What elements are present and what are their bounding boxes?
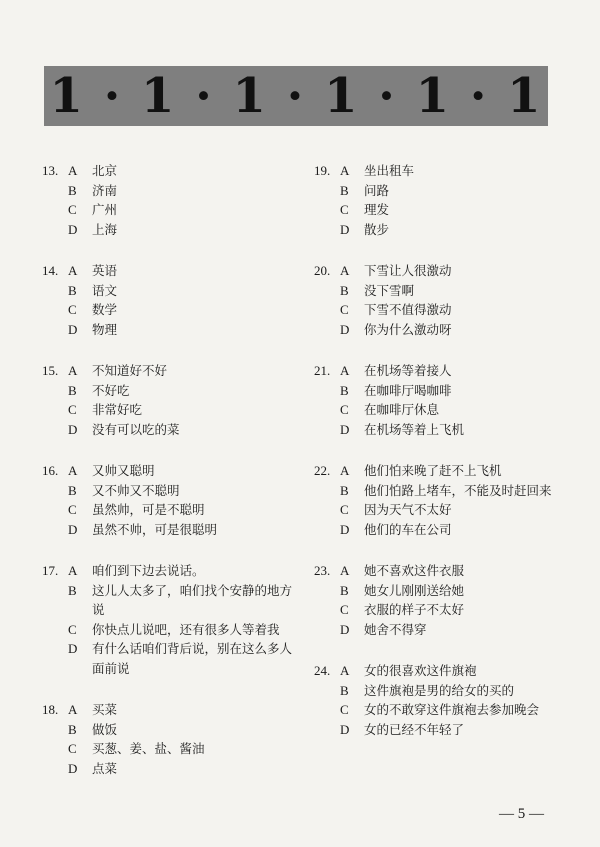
option-text: 没下雪啊 [364,282,415,298]
option-text: 北京 [92,163,118,178]
option-text: 下雪让人很激动 [364,263,452,278]
option-letter: D [340,721,350,737]
option-letter: D [68,641,78,656]
option-text: 散步 [364,221,390,237]
question-number: 17. [42,563,59,578]
option-letter: A [340,163,350,178]
question-21 [314,361,569,439]
option-row [42,759,297,779]
option-row [42,500,297,520]
option-letter: D [340,621,350,637]
option-row [42,320,297,340]
option-text: 在咖啡厅休息 [364,402,440,417]
option-text: 点菜 [92,760,118,776]
option-row [314,600,569,620]
option-text: 又不帅又不聪明 [92,482,180,498]
option-text: 她舍不得穿 [364,621,427,637]
option-text: 不好吃 [92,382,130,398]
question-19 [314,161,569,239]
option-text: 你为什么激动呀 [364,321,452,337]
option-row [42,520,297,540]
option-row [314,281,569,301]
option-text: 没有可以吃的菜 [92,421,180,437]
option-letter: A [68,363,78,378]
option-text: 数学 [92,302,118,317]
question-13 [42,161,297,239]
question-number: 13. [42,163,59,178]
question-number: 21. [314,363,331,378]
option-letter: D [340,321,350,337]
option-row [314,481,569,501]
option-row [42,581,297,620]
option-letter: C [340,602,349,617]
option-text: 英语 [92,263,118,278]
option-row [42,381,297,401]
option-row [314,381,569,401]
right-column [314,161,569,761]
question-number: 19. [314,163,331,178]
option-letter: B [340,282,349,298]
option-row [42,620,297,640]
option-letter: C [340,202,349,217]
option-row [314,220,569,240]
option-letter: A [68,263,78,278]
option-row [314,681,569,701]
option-letter: D [68,221,78,237]
option-letter: A [340,663,350,678]
question-number: 20. [314,263,331,278]
option-letter: D [340,421,350,437]
option-text: 虽然不帅，可是很聪明 [92,521,218,537]
option-text: 女的很喜欢这件旗袍 [364,663,477,678]
option-letter: A [340,563,350,578]
option-row [314,461,569,481]
option-letter: C [68,202,77,217]
option-letter: C [68,402,77,417]
option-row [314,161,569,181]
option-row [42,300,297,320]
option-letter: A [68,163,78,178]
option-text: 济南 [92,182,118,198]
option-letter: A [68,702,78,717]
question-20 [314,261,569,339]
option-row [42,420,297,440]
option-row [314,420,569,440]
option-letter: C [68,302,77,317]
option-text: 这儿人太多了，咱们找个安静的地方说 [92,582,293,617]
option-text: 非常好吃 [92,402,143,417]
option-row [42,400,297,420]
option-letter: B [68,582,77,598]
option-row [42,281,297,301]
question-15 [42,361,297,439]
option-letter: B [68,182,77,198]
option-letter: B [340,382,349,398]
option-text: 又帅又聪明 [92,463,155,478]
option-row [42,200,297,220]
option-text: 他们怕来晚了赶不上飞机 [364,463,502,478]
option-row [314,200,569,220]
option-letter: B [340,582,349,598]
option-row [42,720,297,740]
option-text: 女的不敢穿这件旗袍去参加晚会 [364,702,540,717]
option-letter: C [340,402,349,417]
option-row [42,161,297,181]
option-letter: B [340,682,349,698]
question-16 [42,461,297,539]
question-18 [42,700,297,778]
option-row [314,261,569,281]
question-23 [314,561,569,639]
option-letter: A [340,463,350,478]
option-text: 不知道好不好 [92,363,168,378]
question-number: 18. [42,702,59,717]
option-row [314,361,569,381]
option-text: 她女儿刚刚送给她 [364,582,465,598]
option-row [42,639,297,678]
option-text: 买葱、姜、盐、酱油 [92,741,205,756]
option-text: 女的已经不年轻了 [364,721,465,737]
option-text: 理发 [364,202,390,217]
option-letter: B [68,721,77,737]
option-row [42,561,297,581]
option-row [42,739,297,759]
option-text: 衣服的样子不太好 [364,602,465,617]
question-number: 15. [42,363,59,378]
option-letter: C [68,502,77,517]
option-text: 她不喜欢这件衣服 [364,563,465,578]
option-text: 这件旗袍是男的给女的买的 [364,682,515,698]
question-number: 14. [42,263,59,278]
option-row [314,561,569,581]
option-letter: A [340,263,350,278]
option-row [314,500,569,520]
option-row [314,520,569,540]
option-text: 你快点儿说吧，还有很多人等着我 [92,621,280,637]
question-number: 23. [314,563,331,578]
question-number: 16. [42,463,59,478]
question-14 [42,261,297,339]
option-letter: C [340,302,349,317]
section-banner: 1 · 1 · 1 · 1 · 1 · 1 [44,66,548,126]
option-row [42,220,297,240]
option-text: 咱们到下边去说话。 [92,563,205,578]
option-text: 问路 [364,182,390,198]
option-text: 因为天气不太好 [364,502,452,517]
option-row [314,620,569,640]
option-letter: C [340,702,349,717]
option-row [314,700,569,720]
option-row [42,181,297,201]
option-letter: B [68,482,77,498]
option-letter: D [68,521,78,537]
option-text: 上海 [92,221,118,237]
option-text: 语文 [92,282,118,298]
question-22 [314,461,569,539]
option-letter: B [68,282,77,298]
option-row [314,720,569,740]
option-letter: B [340,482,349,498]
option-letter: B [340,182,349,198]
option-row [42,481,297,501]
question-number: 22. [314,463,331,478]
option-text: 下雪不值得激动 [364,302,452,317]
page-number: — 5 — [499,806,544,822]
option-letter: D [68,421,78,437]
option-text: 买菜 [92,702,118,717]
option-row [314,400,569,420]
option-letter: B [68,382,77,398]
question-24 [314,661,569,739]
option-text: 虽然帅，可是不聪明 [92,502,205,517]
option-letter: A [340,363,350,378]
option-text: 有什么话咱们背后说，别在这么多人面前说 [92,641,293,676]
question-17 [42,561,297,678]
option-text: 物理 [92,321,118,337]
option-row [314,181,569,201]
option-text: 他们怕路上堵车，不能及时赶回来 [364,482,552,498]
option-text: 在机场等着上飞机 [364,421,465,437]
option-text: 在机场等着接人 [364,363,452,378]
option-text: 坐出租车 [364,163,415,178]
option-row [314,300,569,320]
option-letter: C [68,621,77,637]
question-number: 24. [314,663,331,678]
option-text: 做饭 [92,721,118,737]
option-letter: D [68,321,78,337]
option-text: 在咖啡厅喝咖啡 [364,382,452,398]
option-letter: D [340,221,350,237]
option-text: 广州 [92,202,118,217]
left-column [42,161,297,800]
option-letter: C [68,741,77,756]
option-row [42,361,297,381]
option-letter: A [68,563,78,578]
option-letter: D [340,521,350,537]
option-letter: D [68,760,78,776]
option-row [314,581,569,601]
option-letter: A [68,463,78,478]
option-row [314,661,569,681]
option-letter: C [340,502,349,517]
option-row [42,700,297,720]
option-row [42,461,297,481]
option-text: 他们的车在公司 [364,521,452,537]
option-row [314,320,569,340]
option-row [42,261,297,281]
